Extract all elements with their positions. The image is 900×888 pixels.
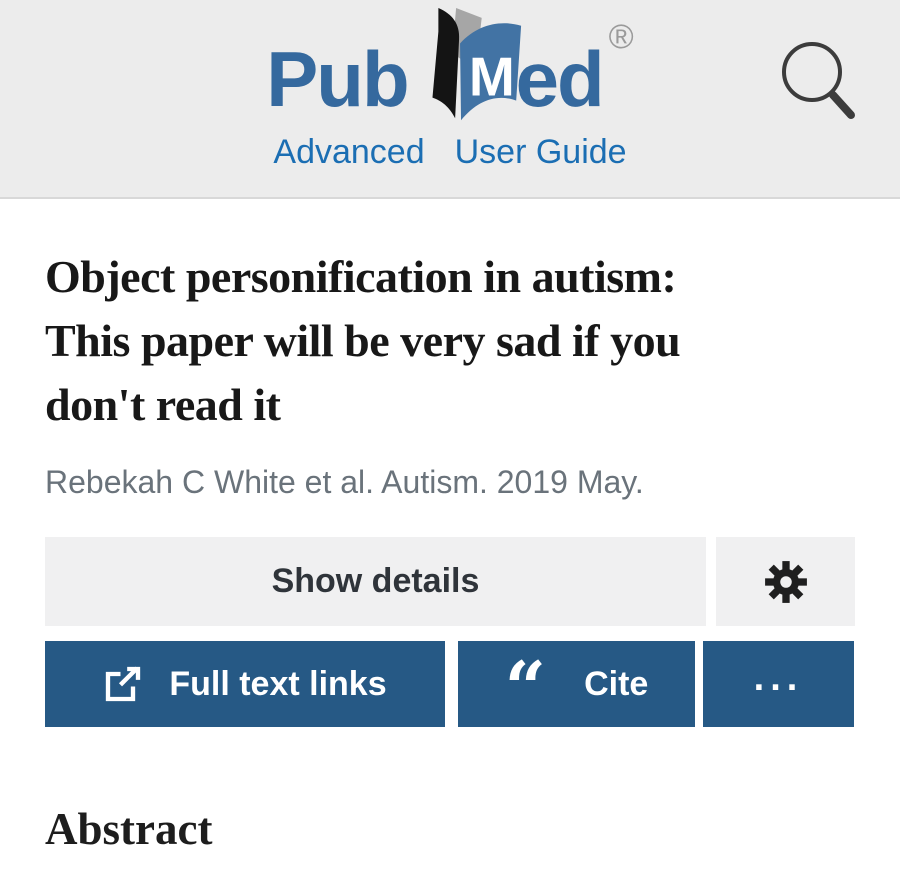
actions-row (45, 641, 855, 730)
full-text-links-label: Full text links (169, 664, 387, 703)
article-title-line-1: Object personification in autism: (45, 251, 677, 302)
registered-mark: ® (608, 18, 634, 56)
more-actions-button[interactable] (703, 641, 854, 727)
logo-row (0, 0, 900, 134)
header-links (0, 134, 900, 171)
cite-button[interactable] (458, 641, 695, 730)
article-title (45, 245, 855, 437)
pubmed-logo[interactable] (266, 6, 633, 134)
article-page (0, 245, 900, 855)
article-title-line-3: don't read it (45, 379, 281, 430)
cite-label: Cite (584, 664, 649, 703)
open-book-icon (398, 8, 528, 138)
settings-button[interactable] (716, 537, 855, 626)
logo-text-pub: Pub (266, 35, 408, 123)
search-button[interactable] (776, 36, 860, 130)
logo-text-ed: ed (515, 35, 603, 123)
quote-icon: “ (504, 645, 547, 730)
header (0, 0, 900, 199)
show-details-button[interactable]: Show details (45, 537, 706, 626)
article-byline: Rebekah C White et al. Autism. 2019 May. (45, 464, 644, 500)
advanced-link[interactable]: Advanced (273, 133, 425, 171)
full-text-links-button[interactable] (45, 641, 445, 727)
abstract-heading: Abstract (45, 804, 213, 854)
article-title-line-2: This paper will be very sad if you (45, 315, 681, 366)
user-guide-link[interactable]: User Guide (454, 133, 627, 171)
details-row (45, 537, 855, 626)
search-icon (776, 36, 860, 130)
logo-text-m: M (468, 45, 515, 108)
gear-icon (763, 559, 809, 605)
more-actions-label: ... (753, 656, 804, 699)
external-link-icon (103, 664, 143, 704)
